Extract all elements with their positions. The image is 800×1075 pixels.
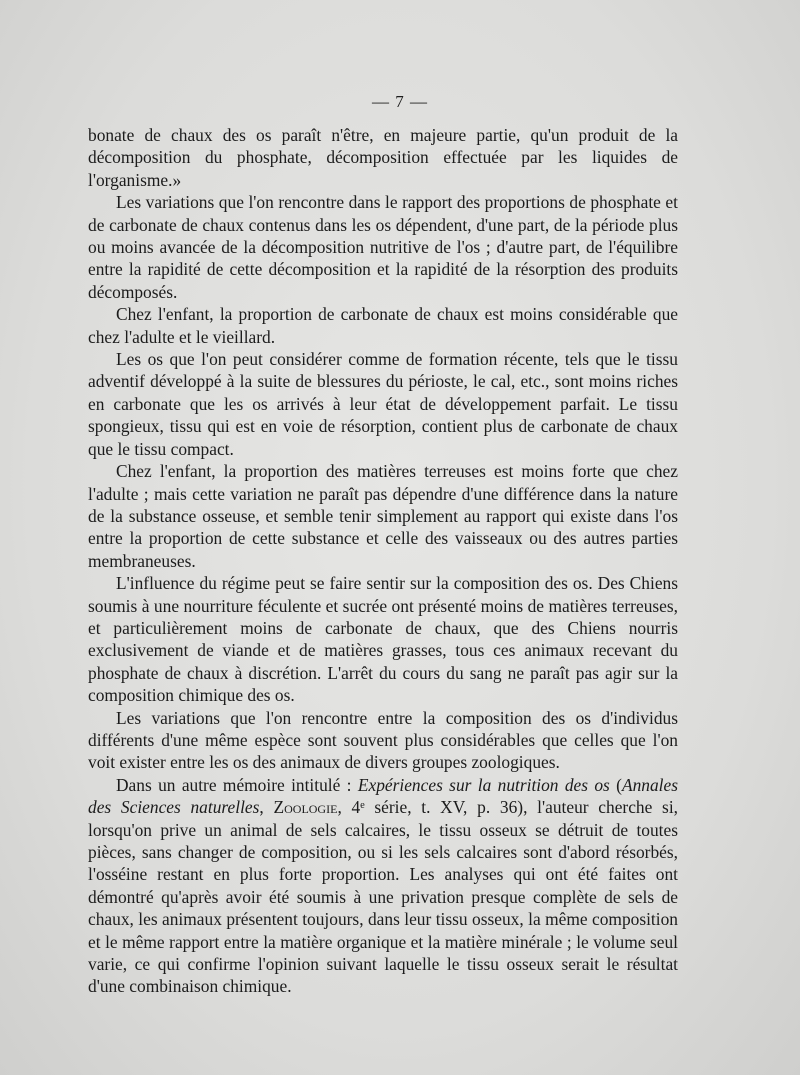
paragraph-5: Chez l'enfant, la proportion des matières terreuses est moins forte que chez l'adulte ; mais cette variation ne paraît pas dépendre d'une différence dans la nature de la substance osseuse, et semble tenir simplement au rapport qui existe dans l'os entre la proportion de cette substance et celle des vaisseaux ou des autres parties membraneuses. [88,461,678,571]
paragraph-8 [88,774,678,998]
section-name: Zoologie [273,797,338,818]
paragraph-1: bonate de chaux des os paraît n'être, en majeure partie, qu'un produit de la décomposition du phosphate, décomposition effectuée par les liquides de l'organisme.» [88,125,678,190]
paragraph-6: L'influence du régime peut se faire sentir sur la composition des os. Des Chiens soumis à une nourriture féculente et sucrée ont présenté moins de matières terreuses, et particulièrement moins de carbonate de chaux, que des Chiens nourris exclusivement de viande et de matières grasses, tous ces animaux recevant du phosphate de chaux à discrétion. L'arrêt du cours du sang ne paraît pas agir sur la composition chimique des os. [88,573,678,706]
paragraph-8-text-1: Dans un autre mémoire intitulé : [116,774,358,795]
paragraph-8-text-3: , [259,797,274,818]
paragraph-7: Les variations que l'on rencontre entre la composition des os d'individus différents d'une même espèce sont souvent plus considérables que celles que l'on voit exister entre les os des animaux de divers groupes zoologiques. [88,707,678,773]
paragraph-8-text-4: , 4ᵉ série, t. XV, p. 36), l'auteur cherche si, lorsqu'on prive un animal de sels calcaires, le tissu osseux se détruit de toutes pièces, sans changer de composition, ou si les sels calcaires sont d'abord résorbés, l'osséine restant en plus forte proportion. Les analyses qui ont été faites ont démontré qu'après avoir été soumis à une privation presque complète de sels de chaux, les animaux présentent toujours, dans leur tissu osseux, la même composition et le même rapport entre la matière organique et la matière minérale ; le volume seul varie, ce qui confirme l'opinion suivant laquelle le tissu osseux serait le résultat d'une combinaison chimique. [88,797,679,997]
page-number: — 7 — [372,92,428,111]
paragraph-2: Les variations que l'on rencontre dans le rapport des proportions de phosphate et de carbonate de chaux contenus dans les os dépendent, d'une part, de la période plus ou moins avancée de la décomposition nutritive de l'os ; d'autre part, de l'équilibre entre la rapidité de cette décomposition et la rapidité de la résorption des produits décomposés. [88,192,678,302]
paragraph-4: Les os que l'on peut considérer comme de formation récente, tels que le tissu adventif développé à la suite de blessures du périoste, le cal, etc., sont moins riches en carbonate que les os arrivés à leur état de développement parfait. Le tissu spongieux, tissu qui est en voie de résorption, contient plus de carbonate de chaux que le tissu compact. [88,349,678,459]
memoir-title: Expériences sur la nutrition des os [357,774,610,795]
body-text [88,124,678,998]
paragraph-8-text-2: ( [609,774,622,795]
paragraph-3: Chez l'enfant, la proportion de carbonate de chaux est moins considérable que chez l'adulte et le vieillard. [88,304,678,347]
journal-title: Annales des Sciences naturelles [88,774,678,818]
